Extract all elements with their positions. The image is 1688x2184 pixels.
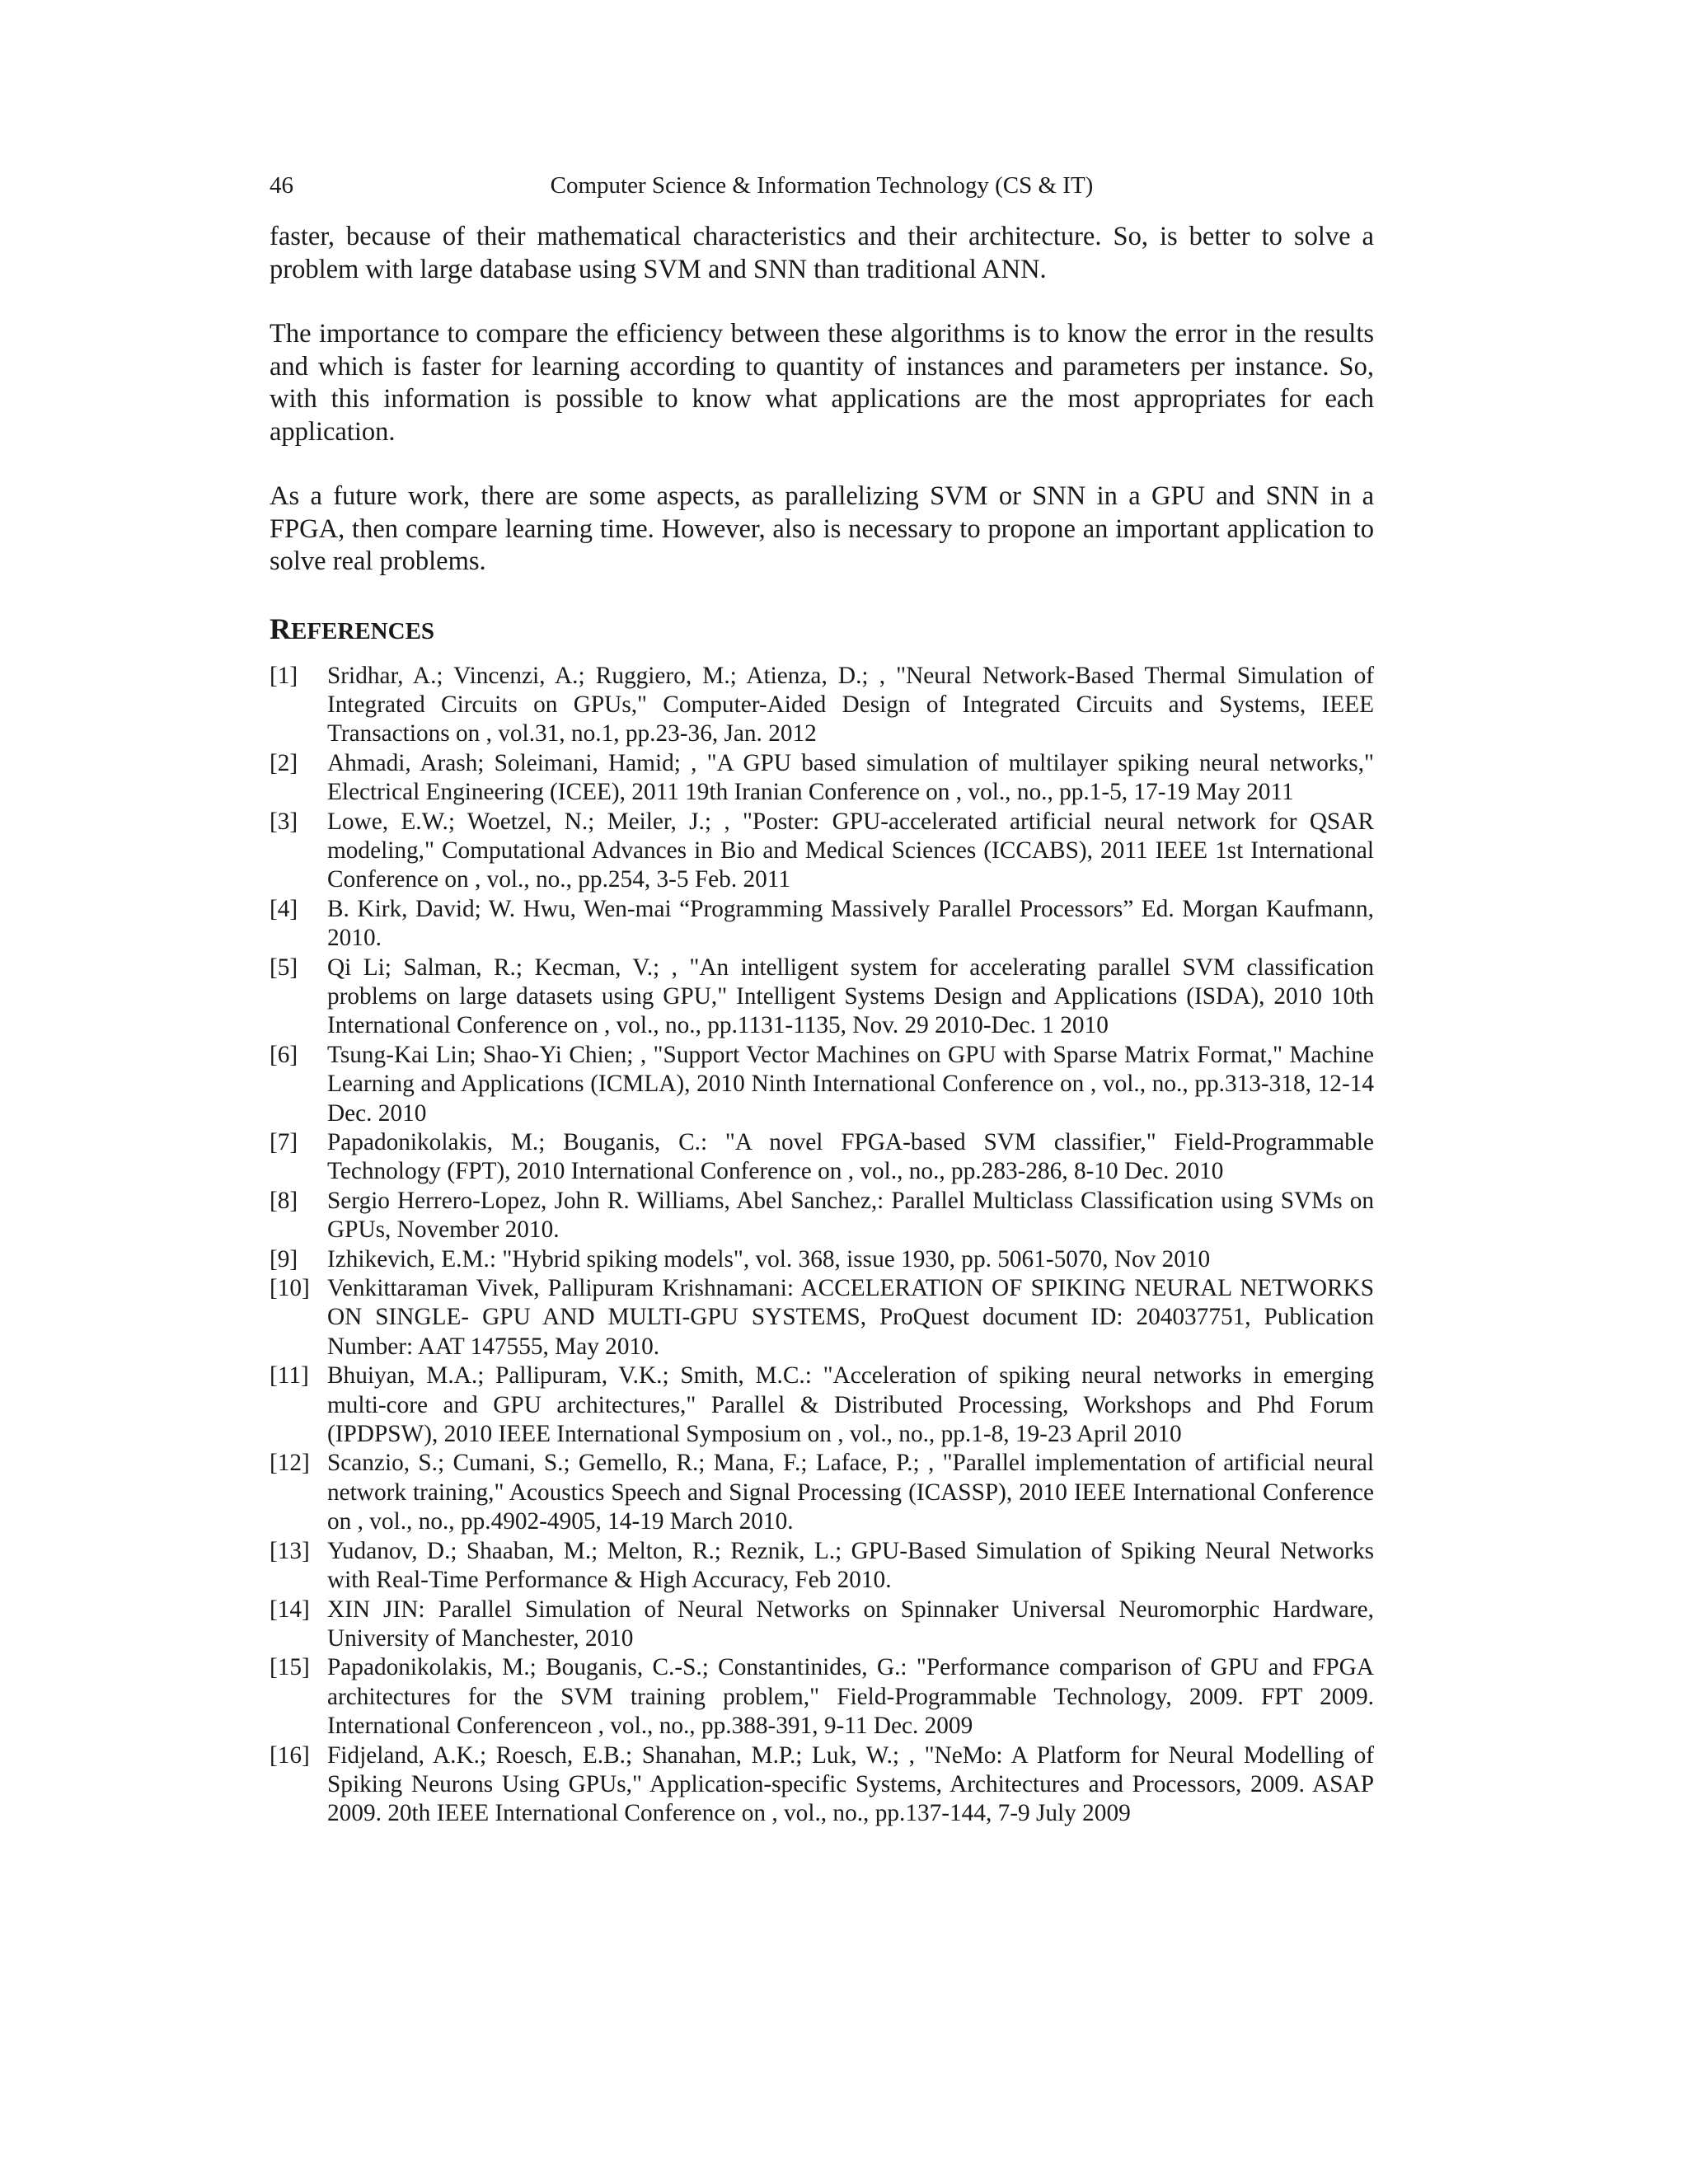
reference-item (270, 1187, 1374, 1245)
reference-list (270, 662, 1374, 1829)
reference-number: [3] (270, 808, 298, 835)
reference-number: [4] (270, 895, 298, 922)
references-heading-initial: R (270, 612, 291, 645)
reference-text: B. Kirk, David; W. Hwu, Wen-mai “Programming Massively Parallel Processors” Ed. Morgan Kaufmann, 2010. (327, 895, 1374, 952)
body-paragraph: As a future work, there are some aspects, as parallelizing SVM or SNN in a GPU and SNN in a FPGA, then compare learning time. However, also is necessary to propone an important application to solve real problems. (270, 481, 1374, 576)
reference-number: [14] (270, 1596, 310, 1623)
reference-item (270, 1041, 1374, 1128)
reference-item (270, 808, 1374, 895)
reference-text: Ahmadi, Arash; Soleimani, Hamid; , "A GPU based simulation of multilayer spiking neural networks," Electrical Engineering (ICEE), 2011 19th Iranian Conference on , vol., no., pp.1-5, 17-19 May 2011 (327, 749, 1374, 806)
reference-item (270, 1741, 1374, 1829)
reference-item (270, 954, 1374, 1041)
reference-number: [6] (270, 1041, 298, 1068)
reference-item (270, 1274, 1374, 1361)
reference-text: Izhikevich, E.M.: "Hybrid spiking models", vol. 368, issue 1930, pp. 5061-5070, Nov 2010 (327, 1245, 1211, 1272)
reference-item (270, 1537, 1374, 1596)
reference-number: [1] (270, 662, 298, 689)
reference-item (270, 1449, 1374, 1536)
reference-number: [12] (270, 1450, 310, 1477)
reference-item (270, 1361, 1374, 1449)
reference-item (270, 1245, 1374, 1274)
reference-number: [11] (270, 1362, 309, 1390)
page-body (270, 221, 1374, 1829)
reference-item (270, 1128, 1374, 1187)
reference-number: [5] (270, 954, 298, 981)
reference-number: [13] (270, 1537, 310, 1564)
reference-text: Yudanov, D.; Shaaban, M.; Melton, R.; Reznik, L.; GPU-Based Simulation of Spiking Neural Networks with Real-Time Performance & High Accuracy, Feb 2010. (327, 1537, 1374, 1594)
reference-number: [9] (270, 1245, 298, 1272)
reference-text: XIN JIN: Parallel Simulation of Neural Networks on Spinnaker Universal Neuromorphic Hardware, University of Manchester, 2010 (327, 1596, 1374, 1652)
reference-item (270, 895, 1374, 954)
body-paragraph: faster, because of their mathematical characteristics and their architecture. So, is better to solve a problem with large database using SVM and SNN than traditional ANN. (270, 222, 1374, 284)
reference-number: [8] (270, 1187, 298, 1214)
reference-text: Lowe, E.W.; Woetzel, N.; Meiler, J.; , "Poster: GPU-accelerated artificial neural network for QSAR modeling," Computational Advances in Bio and Medical Sciences (ICCABS), 2011 IEEE 1st International Conference on , vol., no., pp.254, 3-5 Feb. 2011 (327, 808, 1374, 893)
reference-number: [16] (270, 1741, 310, 1769)
reference-item (270, 749, 1374, 808)
reference-item (270, 1653, 1374, 1741)
reference-text: Sridhar, A.; Vincenzi, A.; Ruggiero, M.; Atienza, D.; , "Neural Network-Based Thermal Simulation of Integrated Circuits on GPUs," Computer-Aided Design of Integrated Circuits and Systems, IEEE Transactions on , vol.31, no.1, pp.23-36, Jan. 2012 (327, 662, 1374, 748)
reference-number: [10] (270, 1275, 310, 1302)
reference-number: [2] (270, 749, 298, 776)
page-number: 46 (270, 172, 293, 199)
reference-number: [15] (270, 1654, 310, 1681)
reference-item (270, 662, 1374, 749)
body-paragraph: The importance to compare the efficiency between these algorithms is to know the error in the results and which is faster for learning according to quantity of instances and parameters per instance. So, with this information is possible to know what applications are the most appropriates for each application. (270, 319, 1374, 447)
reference-number: [7] (270, 1129, 298, 1155)
reference-item (270, 1596, 1374, 1654)
reference-text: Tsung-Kai Lin; Shao-Yi Chien; , "Support Vector Machines on GPU with Sparse Matrix Format," Machine Learning and Applications (ICMLA), 2010 Ninth International Conference on , vol., no., pp.313-318, 12-14 Dec. 2010 (327, 1041, 1374, 1127)
reference-text: Sergio Herrero-Lopez, John R. Williams, Abel Sanchez,: Parallel Multiclass Classification using SVMs on GPUs, November 2010. (327, 1187, 1374, 1244)
reference-text: Qi Li; Salman, R.; Kecman, V.; , "An intelligent system for accelerating parallel SVM classification problems on large datasets using GPU," Intelligent Systems Design and Applications (ISDA), 2010 10th International Conference on , vol., no., pp.1131-1135, Nov. 29 2010-Dec. 1 2010 (327, 954, 1374, 1039)
running-title: Computer Science & Information Technology (CS & IT) (550, 172, 1094, 199)
references-heading-rest: EFERENCES (291, 617, 435, 644)
reference-text: Venkittaraman Vivek, Pallipuram Krishnamani: ACCELERATION OF SPIKING NEURAL NETWORKS ON SINGLE- GPU AND MULTI-GPU SYSTEMS, ProQuest document ID: 204037751, Publication Number: AAT 147555, May 2010. (327, 1275, 1374, 1360)
references-heading (270, 611, 1374, 649)
reference-text: Papadonikolakis, M.; Bouganis, C.: "A novel FPGA-based SVM classifier," Field-Programmable Technology (FPT), 2010 International Conference on , vol., no., pp.283-286, 8-10 Dec. 2010 (327, 1129, 1374, 1185)
reference-text: Fidjeland, A.K.; Roesch, E.B.; Shanahan, M.P.; Luk, W.; , "NeMo: A Platform for Neural Modelling of Spiking Neurons Using GPUs," Application-specific Systems, Architectures and Processors, 2009. ASAP 2009. 20th IEEE International Conference on , vol., no., pp.137-144, 7-9 July 2009 (327, 1741, 1374, 1827)
reference-text: Papadonikolakis, M.; Bouganis, C.-S.; Constantinides, G.: "Performance comparison of GPU and FPGA architectures for the SVM training problem," Field-Programmable Technology, 2009. FPT 2009. International Conferenceon , vol., no., pp.388-391, 9-11 Dec. 2009 (327, 1654, 1374, 1740)
reference-text: Bhuiyan, M.A.; Pallipuram, V.K.; Smith, M.C.: "Acceleration of spiking neural networks in emerging multi-core and GPU architectures," Parallel & Distributed Processing, Workshops and Phd Forum (IPDPSW), 2010 IEEE International Symposium on , vol., no., pp.1-8, 19-23 April 2010 (327, 1362, 1374, 1448)
reference-text: Scanzio, S.; Cumani, S.; Gemello, R.; Mana, F.; Laface, P.; , "Parallel implementation of artificial neural network training," Acoustics Speech and Signal Processing (ICASSP), 2010 IEEE International Conference on , vol., no., pp.4902-4905, 14-19 March 2010. (327, 1450, 1374, 1535)
